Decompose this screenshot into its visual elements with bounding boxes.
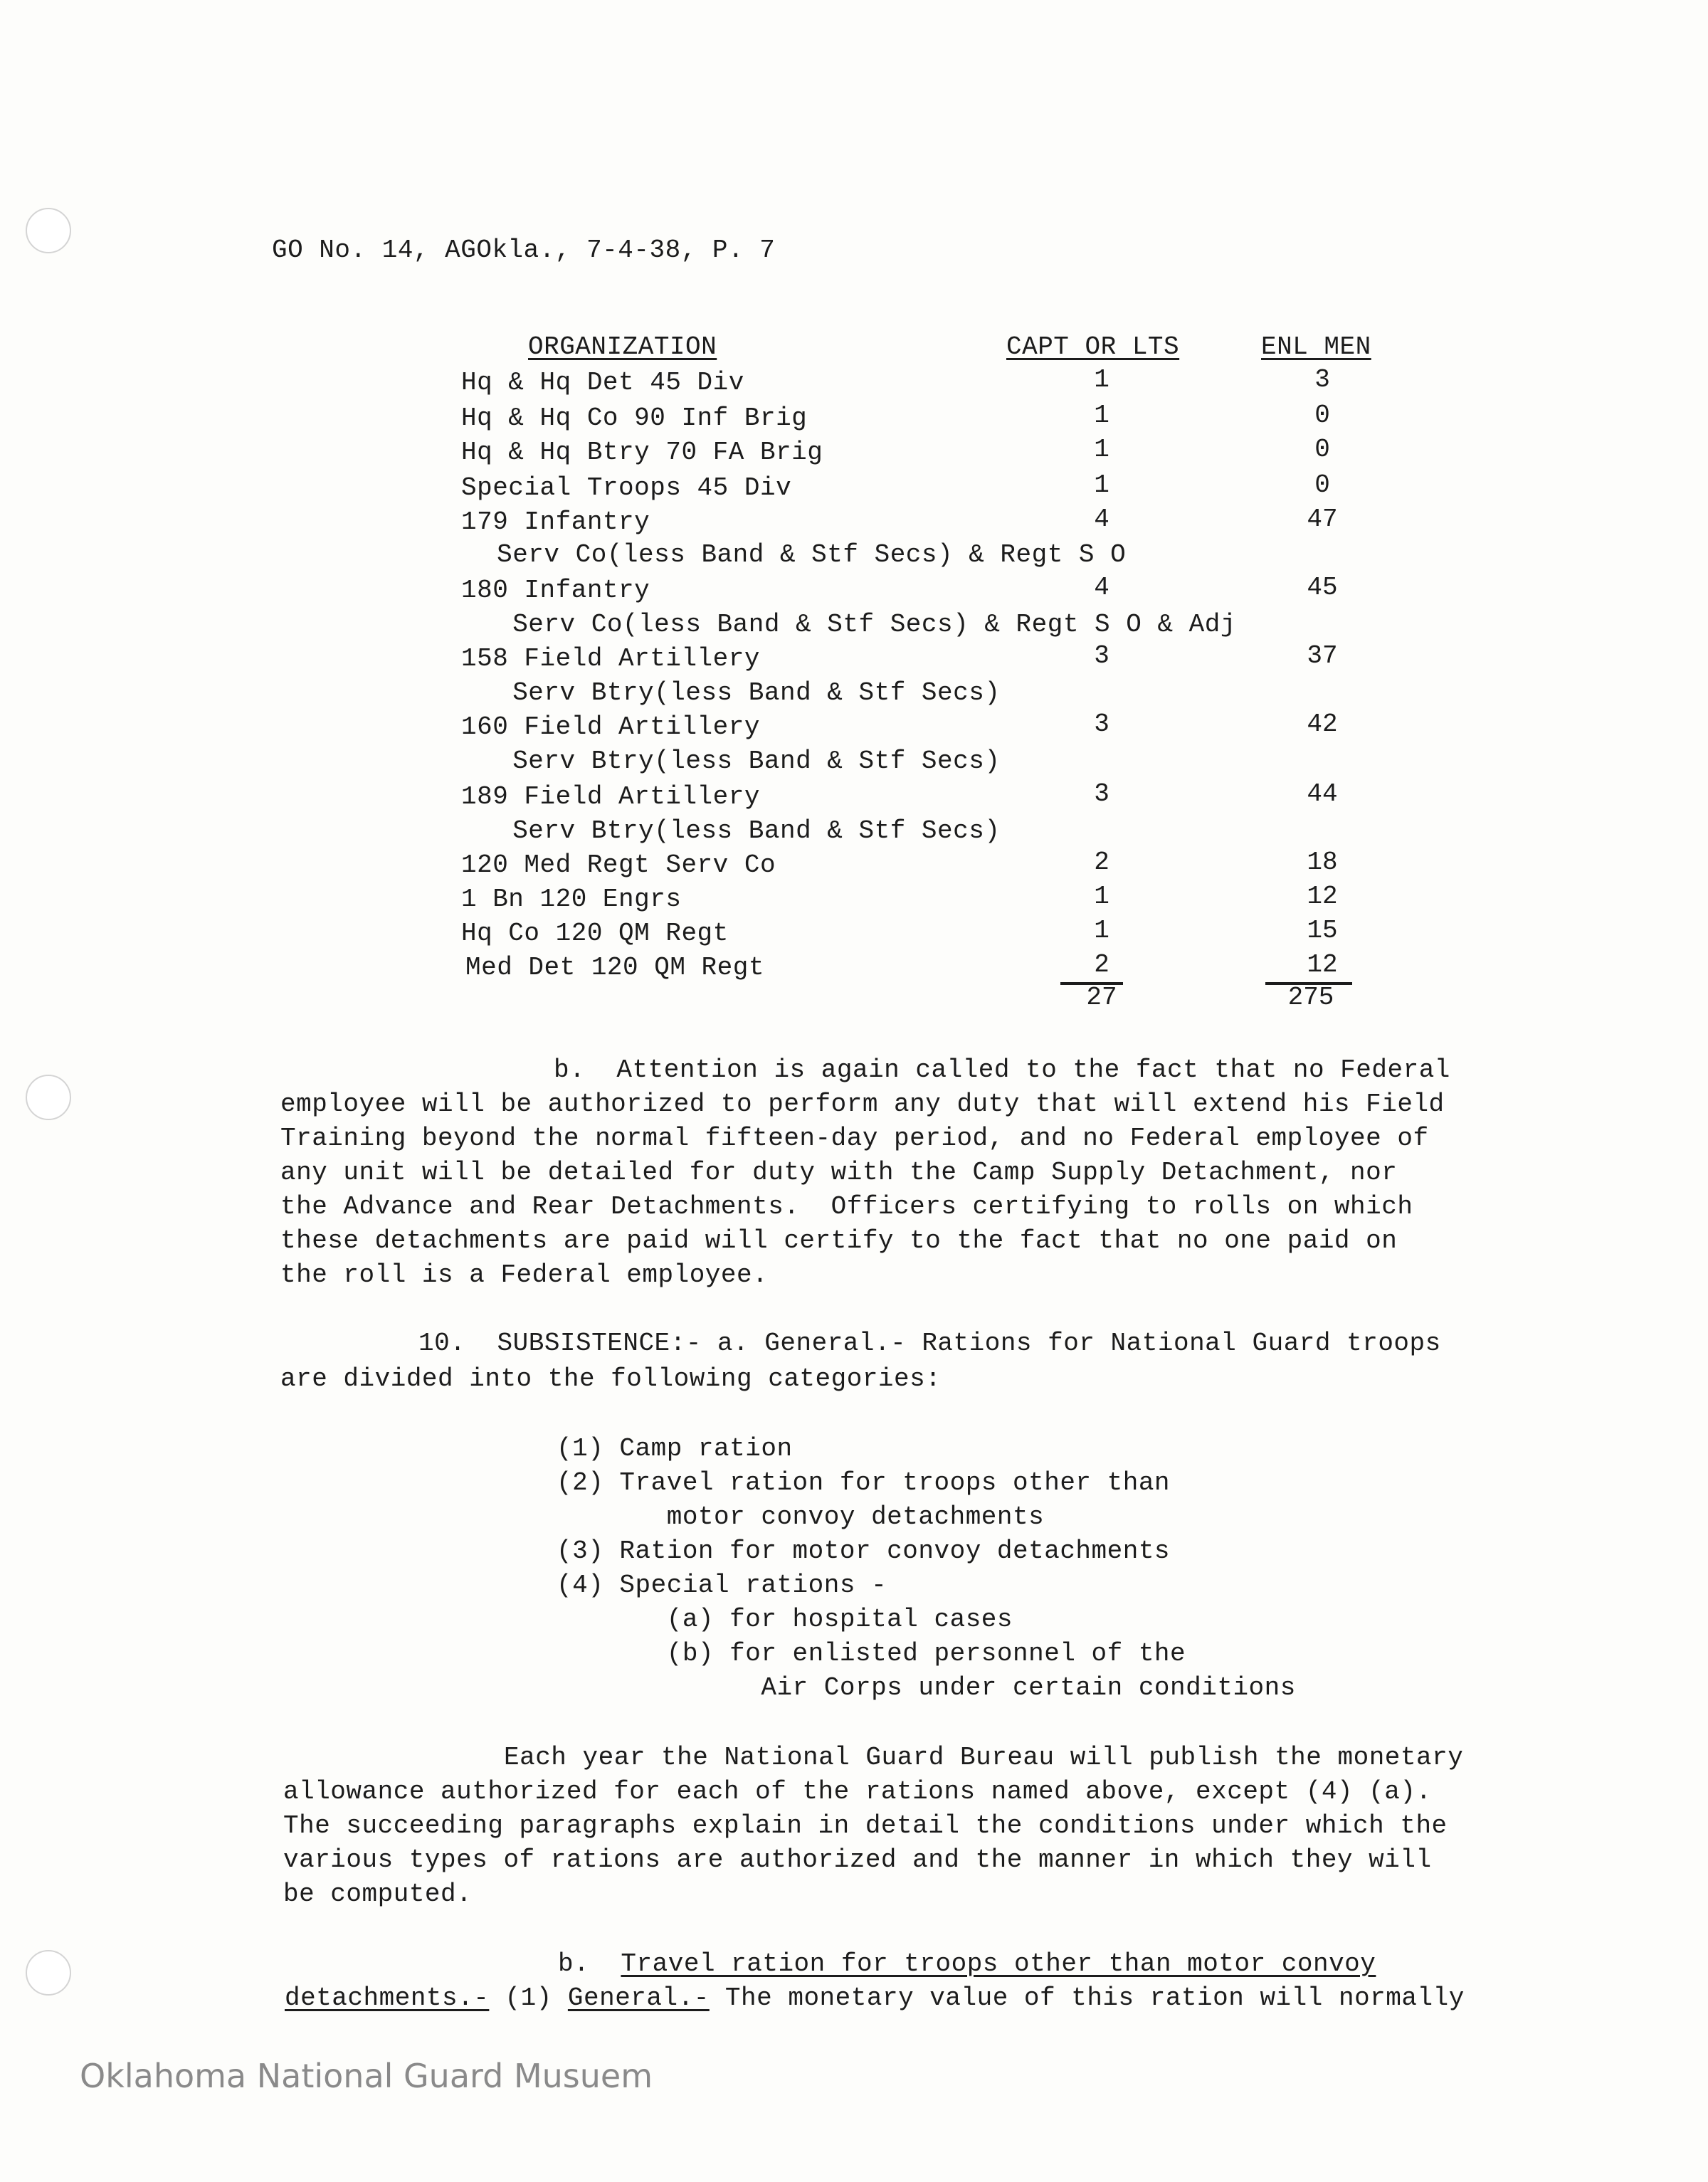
ration-item: (4) Special rations -: [557, 1571, 887, 1600]
table-row-org: 189 Field Artillery: [461, 782, 760, 811]
table-row-enlisted: 47: [1307, 505, 1338, 534]
ration-item: (2) Travel ration for troops other than: [557, 1468, 1171, 1497]
table-row-org: 160 Field Artillery: [461, 712, 760, 742]
travel-ration-title-cont: detachments.-: [285, 1983, 490, 2013]
travel-ration-line2: [285, 1981, 1465, 2015]
table-row-officers: 1: [1094, 916, 1109, 945]
paragraph-line: the Advance and Rear Detachments. Officers certifying to rolls on which: [280, 1192, 1413, 1221]
table-row-officers: 4: [1094, 505, 1109, 534]
table-row-org-subline: Serv Btry(less Band & Stf Secs): [481, 678, 1001, 707]
table-row-officers: 2: [1094, 848, 1109, 877]
paragraph-line: various types of rations are authorized and the manner in which they will: [283, 1845, 1432, 1875]
ration-item: (1) Camp ration: [557, 1434, 793, 1463]
page-header: GO No. 14, AGOkla., 7-4-38, P. 7: [272, 236, 776, 265]
table-row-enlisted: 0: [1314, 435, 1330, 464]
paragraph-line: employee will be authorized to perform any duty that will extend his Field: [280, 1090, 1445, 1119]
table-row-org: 120 Med Regt Serv Co: [461, 850, 776, 880]
paragraph-line: be computed.: [283, 1880, 473, 1909]
table-row-officers: 3: [1094, 710, 1109, 739]
paragraph-line: the roll is a Federal employee.: [280, 1260, 769, 1290]
table-row-org: 158 Field Artillery: [461, 644, 760, 673]
table-row-enlisted: 18: [1307, 848, 1338, 877]
total-officers: 27: [1086, 983, 1117, 1012]
paragraph-line: b. Attention is again called to the fact that no Federal: [554, 1055, 1450, 1085]
paragraph-line: Training beyond the normal fifteen-day period, and no Federal employee of: [280, 1124, 1429, 1153]
table-row-org: 179 Infantry: [461, 507, 650, 537]
travel-ration-title: Travel ration for troops other than motor convoy: [621, 1949, 1376, 1978]
travel-ration-text: The monetary value of this ration will normally: [709, 1983, 1465, 2013]
table-row-enlisted: 0: [1314, 470, 1330, 500]
table-row-org: 1 Bn 120 Engrs: [461, 885, 682, 914]
table-row-officers: 1: [1094, 435, 1109, 464]
museum-watermark: Oklahoma National Guard Musuem: [80, 2057, 653, 2095]
table-row-officers: 1: [1094, 401, 1109, 430]
table-row-officers: 3: [1094, 641, 1109, 670]
table-row-enlisted: 45: [1307, 573, 1338, 602]
punch-hole: [26, 208, 71, 253]
paragraph-line: Each year the National Guard Bureau will publish the monetary: [504, 1743, 1464, 1772]
col-header-officers: CAPT OR LTS: [1006, 332, 1180, 362]
subsistence-heading: 10. SUBSISTENCE:- a. General.- Rations for National Guard troops: [418, 1329, 1441, 1358]
table-row-enlisted: 37: [1307, 641, 1338, 670]
subitem-number: (1): [489, 1983, 568, 2013]
table-row-officers: 1: [1094, 470, 1109, 500]
table-row-enlisted: 12: [1307, 950, 1338, 979]
table-row-enlisted: 15: [1307, 916, 1338, 945]
table-row-org: Hq Co 120 QM Regt: [461, 919, 729, 948]
table-row-officers: 1: [1094, 365, 1109, 394]
ration-item: (3) Ration for motor convoy detachments: [557, 1537, 1171, 1566]
table-row-org-subline: Serv Btry(less Band & Stf Secs): [481, 816, 1001, 845]
punch-hole: [26, 1950, 71, 1996]
table-row-enlisted: 12: [1307, 882, 1338, 911]
col-header-enlisted: ENL MEN: [1261, 332, 1371, 362]
table-row-org: Hq & Hq Co 90 Inf Brig: [461, 404, 808, 433]
subsistence-heading-line2: are divided into the following categories:: [280, 1364, 942, 1393]
table-row-org: Med Det 120 QM Regt: [465, 953, 764, 982]
ration-item: motor convoy detachments: [557, 1502, 1045, 1532]
subparagraph-letter: b.: [558, 1949, 621, 1978]
paragraph-line: allowance authorized for each of the rations named above, except (4) (a).: [283, 1777, 1432, 1806]
paragraph-line: The succeeding paragraphs explain in detail the conditions under which the: [283, 1811, 1448, 1840]
table-row-enlisted: 3: [1314, 365, 1330, 394]
table-row-org: Special Troops 45 Div: [461, 473, 792, 502]
ration-item: (b) for enlisted personnel of the: [557, 1639, 1186, 1668]
travel-ration-heading: [558, 1947, 1376, 1981]
general-label: General.-: [567, 1983, 710, 2013]
table-row-enlisted: 42: [1307, 710, 1338, 739]
table-row-org: Hq & Hq Btry 70 FA Brig: [461, 438, 823, 467]
table-row-officers: 3: [1094, 779, 1109, 808]
table-row-org-subline: Serv Co(less Band & Stf Secs) & Regt S O & Adj: [481, 610, 1236, 639]
total-enlisted: 275: [1287, 983, 1334, 1012]
table-row-officers: 2: [1094, 950, 1109, 979]
table-row-officers: 1: [1094, 882, 1109, 911]
col-header-organization: ORGANIZATION: [528, 332, 717, 362]
ration-item: (a) for hospital cases: [557, 1605, 1013, 1634]
table-row-org: 180 Infantry: [461, 576, 650, 605]
paragraph-line: any unit will be detailed for duty with the Camp Supply Detachment, nor: [280, 1158, 1398, 1187]
paragraph-line: these detachments are paid will certify to the fact that no one paid on: [280, 1226, 1398, 1255]
punch-hole: [26, 1075, 71, 1120]
table-row-org-subline: Serv Btry(less Band & Stf Secs): [481, 747, 1001, 776]
ration-item: Air Corps under certain conditions: [557, 1673, 1296, 1702]
table-row-enlisted: 0: [1314, 401, 1330, 430]
table-row-officers: 4: [1094, 573, 1109, 602]
table-row-org: Hq & Hq Det 45 Div: [461, 368, 744, 397]
table-row-org-subline: Serv Co(less Band & Stf Secs) & Regt S O: [481, 540, 1127, 569]
table-row-enlisted: 44: [1307, 779, 1338, 808]
